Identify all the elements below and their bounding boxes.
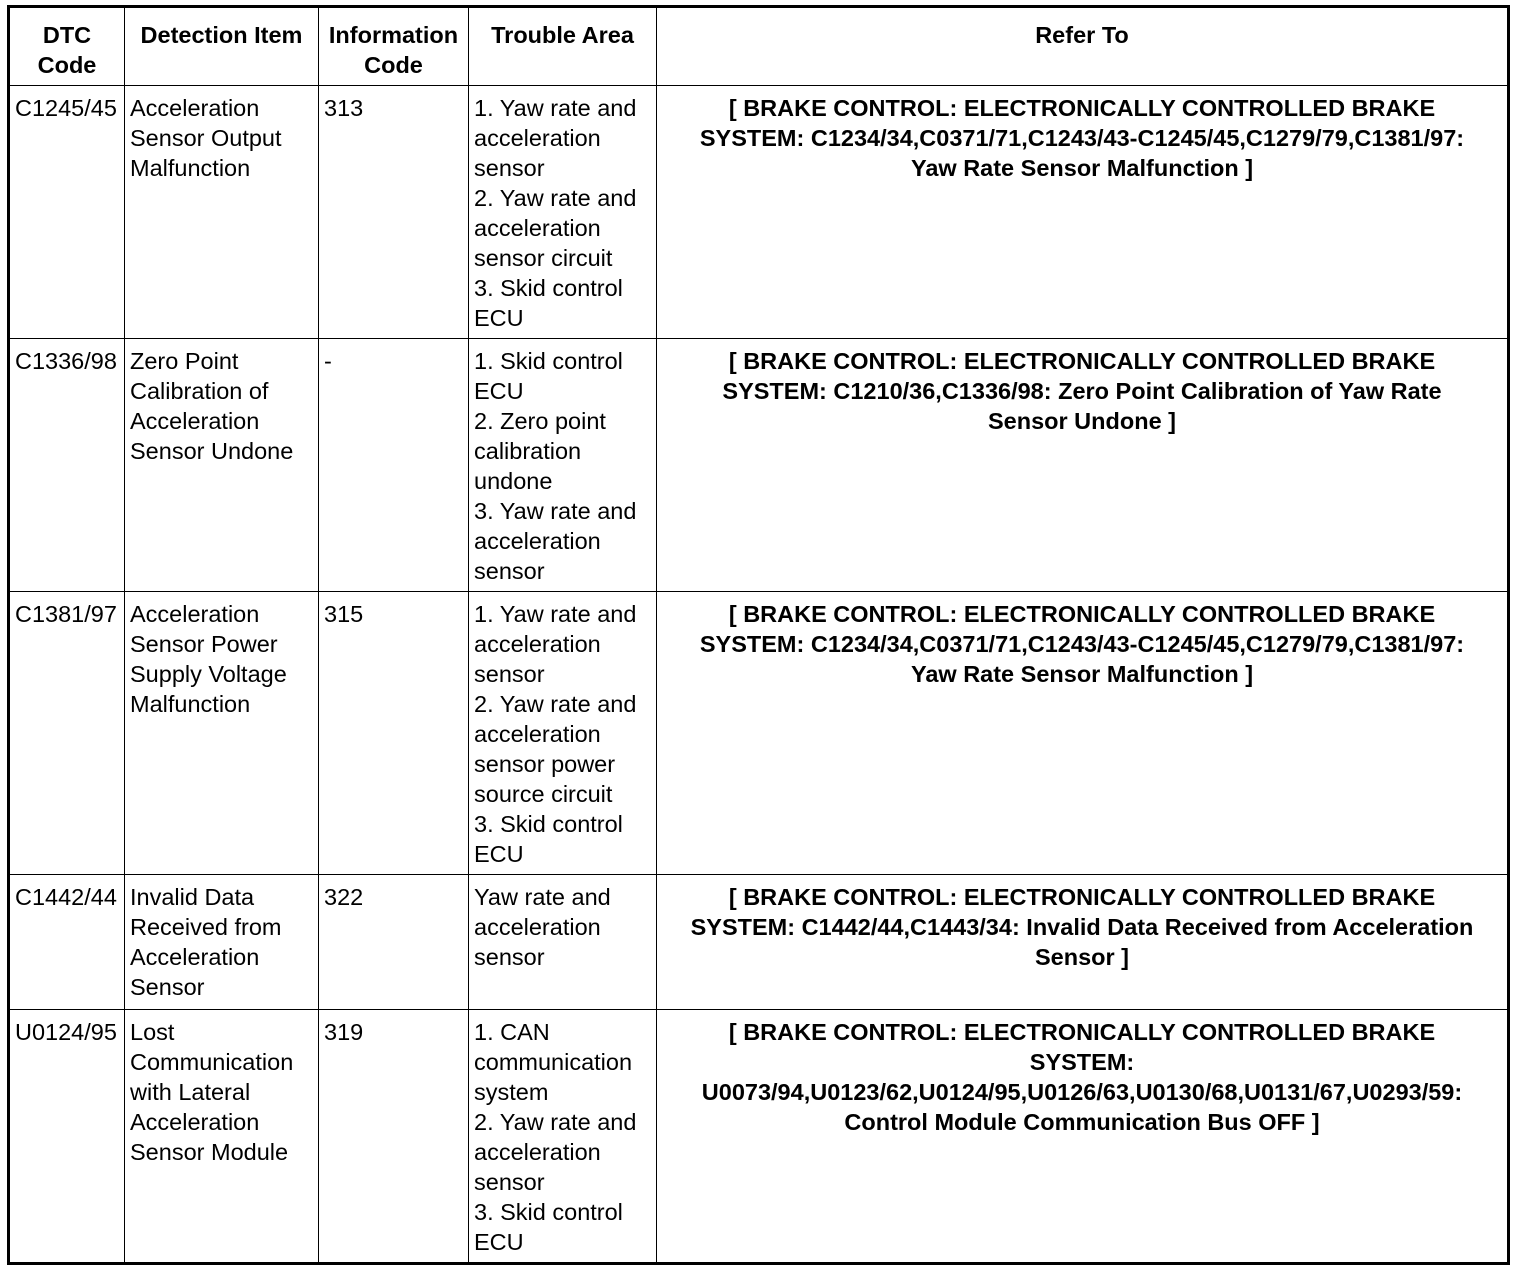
cell-line: Acceleration [130, 95, 260, 121]
header-refer-to [657, 7, 1509, 86]
cell-line: 3. Skid control [474, 275, 623, 301]
cell-line: Sensor Undone [130, 438, 294, 464]
refer-link-line[interactable]: [ BRAKE CONTROL: ELECTRONICALLY CONTROLLED BRAKE [728, 884, 1436, 910]
cell-line: Calibration of [130, 378, 269, 404]
cell-line: Sensor Power [130, 631, 278, 657]
cell-line: sensor [474, 558, 545, 584]
detection-item-cell [125, 339, 319, 592]
cell-line: Acceleration [130, 944, 260, 970]
header-text: Code [364, 52, 423, 78]
detection-item-cell [125, 592, 319, 875]
header-row [9, 7, 1509, 86]
cell-line: 3. Skid control [474, 811, 623, 837]
refer-link-line[interactable]: SYSTEM: [1029, 1049, 1135, 1075]
cell-line: Yaw rate and [474, 884, 611, 910]
cell-line: 2. Yaw rate and [474, 185, 637, 211]
cell-line: undone [474, 468, 553, 494]
refer-link-line[interactable]: SYSTEM: C1234/34,C0371/71,C1243/43-C1245/45,C1279/79,C1381/97: [699, 125, 1465, 151]
cell-line: 2. Yaw rate and [474, 1109, 637, 1135]
cell-line: 3. Yaw rate and [474, 498, 637, 524]
table-row [9, 339, 1509, 592]
refer-link-line[interactable]: [ BRAKE CONTROL: ELECTRONICALLY CONTROLLED BRAKE [728, 95, 1436, 121]
trouble-area-cell [469, 339, 657, 592]
cell-line: sensor power [474, 751, 616, 777]
header-text: Refer To [1035, 22, 1129, 48]
refer-link-line[interactable]: Yaw Rate Sensor Malfunction ] [910, 661, 1254, 687]
cell-line: acceleration [474, 914, 601, 940]
cell-line: Acceleration [130, 408, 260, 434]
cell-line: 3. Skid control [474, 1199, 623, 1225]
cell-line: source circuit [474, 781, 613, 807]
cell-line: acceleration [474, 215, 601, 241]
header-text: Detection Item [140, 22, 303, 48]
cell-line: ECU [474, 305, 524, 331]
refer-link-line[interactable]: [ BRAKE CONTROL: ELECTRONICALLY CONTROLLED BRAKE [728, 601, 1436, 627]
cell-line: acceleration [474, 721, 601, 747]
cell-line: 1. Skid control [474, 348, 623, 374]
refer-link-line[interactable]: Sensor Undone ] [987, 408, 1176, 434]
trouble-area-cell [469, 592, 657, 875]
cell-line: Supply Voltage [130, 661, 287, 687]
cell-line: Received from [130, 914, 282, 940]
cell-line: ECU [474, 841, 524, 867]
header-text: DTC [42, 22, 92, 48]
cell-line: Malfunction [130, 691, 251, 717]
refer-link-line[interactable]: SYSTEM: C1234/34,C0371/71,C1243/43-C1245/45,C1279/79,C1381/97: [699, 631, 1465, 657]
cell-line: Lost [130, 1019, 175, 1045]
trouble-area-cell [469, 1010, 657, 1264]
information-code-cell: 319 [319, 1010, 469, 1264]
cell-line: ECU [474, 1229, 524, 1255]
cell-line: Malfunction [130, 155, 251, 181]
header-detection-item [125, 7, 319, 86]
cell-line: sensor [474, 155, 545, 181]
refer-to-cell [657, 1010, 1509, 1264]
dtc-code-cell: U0124/95 [9, 1010, 125, 1264]
table-row [9, 86, 1509, 339]
refer-link-line[interactable]: Yaw Rate Sensor Malfunction ] [910, 155, 1254, 181]
refer-link-line[interactable]: SYSTEM: C1210/36,C1336/98: Zero Point Calibration of Yaw Rate [722, 378, 1442, 404]
header-trouble-area [469, 7, 657, 86]
cell-line: acceleration [474, 631, 601, 657]
dtc-code-cell: C1336/98 [9, 339, 125, 592]
cell-line: Invalid Data [130, 884, 255, 910]
dtc-table [7, 5, 1510, 1265]
cell-line: 1. Yaw rate and [474, 601, 637, 627]
cell-line: Sensor Module [130, 1139, 289, 1165]
cell-line: acceleration [474, 528, 601, 554]
refer-to-cell [657, 339, 1509, 592]
header-text: Code [37, 52, 97, 78]
refer-link-line[interactable]: SYSTEM: C1442/44,C1443/34: Invalid Data Received from Acceleration [690, 914, 1474, 940]
dtc-code-cell: C1381/97 [9, 592, 125, 875]
cell-line: Sensor Output [130, 125, 282, 151]
cell-line: sensor circuit [474, 245, 613, 271]
cell-line: 1. Yaw rate and [474, 95, 637, 121]
detection-item-cell [125, 875, 319, 1010]
refer-link-line[interactable]: [ BRAKE CONTROL: ELECTRONICALLY CONTROLLED BRAKE [728, 1019, 1436, 1045]
refer-to-cell [657, 86, 1509, 339]
header-dtc-code [9, 7, 125, 86]
cell-line: sensor [474, 661, 545, 687]
cell-line: Acceleration [130, 601, 260, 627]
header-text: Information [328, 22, 459, 48]
refer-to-cell [657, 592, 1509, 875]
refer-link-line[interactable]: Control Module Communication Bus OFF ] [844, 1109, 1320, 1135]
cell-line: sensor [474, 1169, 545, 1195]
header-information-code [319, 7, 469, 86]
table-row [9, 1010, 1509, 1264]
table-row [9, 875, 1509, 1010]
cell-line: acceleration [474, 1139, 601, 1165]
cell-line: system [474, 1079, 549, 1105]
refer-link-line[interactable]: [ BRAKE CONTROL: ELECTRONICALLY CONTROLLED BRAKE [728, 348, 1436, 374]
dtc-code-cell: C1442/44 [9, 875, 125, 1010]
trouble-area-cell [469, 875, 657, 1010]
cell-line: 2. Yaw rate and [474, 691, 637, 717]
table-row [9, 592, 1509, 875]
cell-line: Zero Point [130, 348, 239, 374]
information-code-cell: 322 [319, 875, 469, 1010]
cell-line: Acceleration [130, 1109, 260, 1135]
cell-line: with Lateral [130, 1079, 251, 1105]
refer-to-cell [657, 875, 1509, 1010]
cell-line: 1. CAN [474, 1019, 550, 1045]
information-code-cell: 315 [319, 592, 469, 875]
information-code-cell: 313 [319, 86, 469, 339]
detection-item-cell [125, 1010, 319, 1264]
header-text: Trouble Area [491, 22, 634, 48]
cell-line: calibration [474, 438, 582, 464]
cell-line: acceleration [474, 125, 601, 151]
dtc-code-cell: C1245/45 [9, 86, 125, 339]
cell-line: sensor [474, 944, 545, 970]
detection-item-cell [125, 86, 319, 339]
refer-link-line[interactable]: Sensor ] [1034, 944, 1130, 970]
cell-line: Sensor [130, 974, 205, 1000]
refer-link-line[interactable]: U0073/94,U0123/62,U0124/95,U0126/63,U0130/68,U0131/67,U0293/59: [701, 1079, 1463, 1105]
cell-line: communication [474, 1049, 633, 1075]
information-code-cell: - [319, 339, 469, 592]
cell-line: ECU [474, 378, 524, 404]
cell-line: 2. Zero point [474, 408, 606, 434]
trouble-area-cell [469, 86, 657, 339]
cell-line: Communication [130, 1049, 294, 1075]
